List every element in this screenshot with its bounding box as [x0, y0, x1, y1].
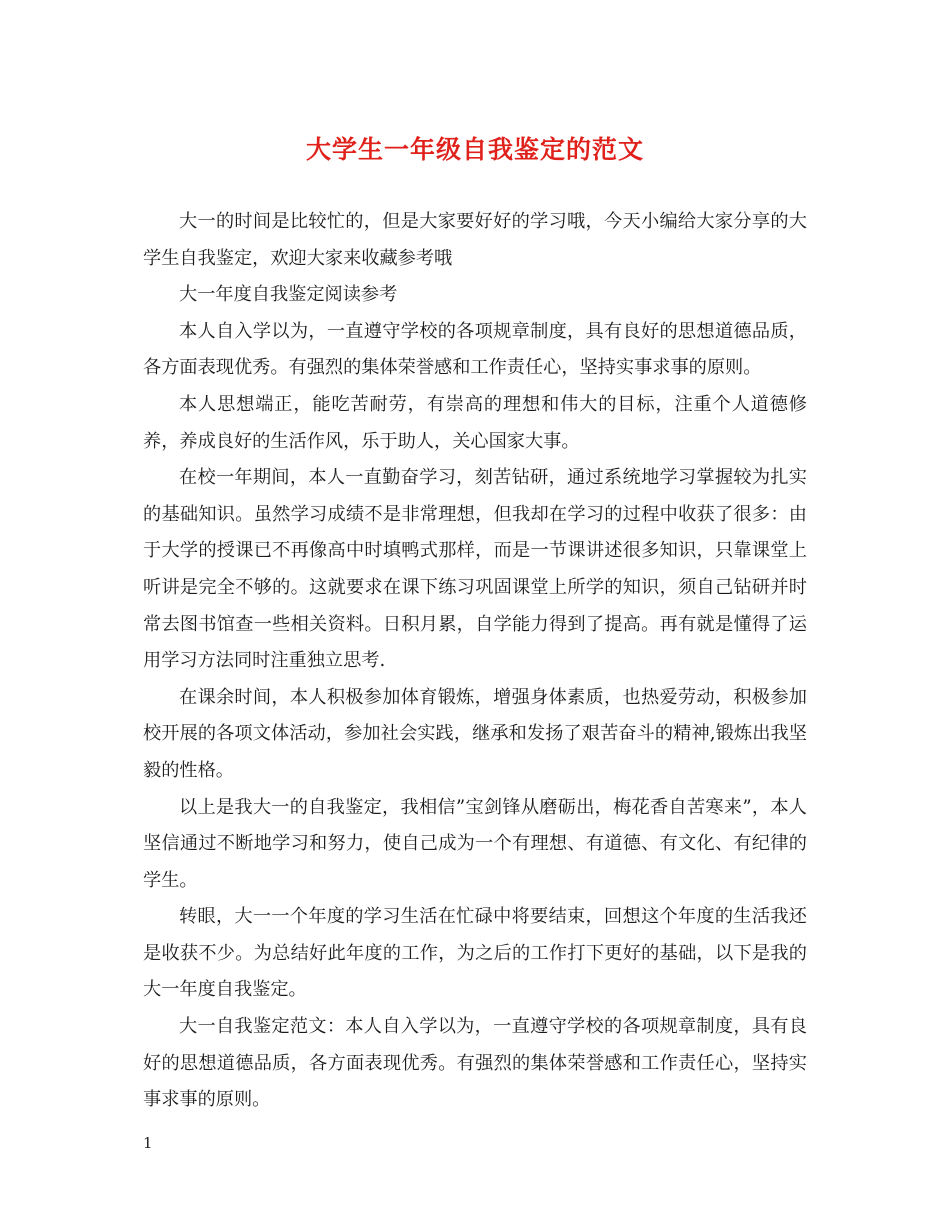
paragraph-intro: 大一的时间是比较忙的，但是大家要好好的学习哦，今天小编给大家分享的大学生自我鉴定，欢迎大家来收藏参考哦 [143, 211, 807, 269]
paragraph-year-summary: 转眼，大一一个年度的学习生活在忙碌中将要结束，回想这个年度的生活我还是收获不少。为总结好此年度的工作，为之后的工作打下更好的基础，以下是我的大一年度自我鉴定。 [143, 906, 807, 1001]
paragraph-study: 在校一年期间，本人一直勤奋学习，刻苦钻研，通过系统地学习掌握较为扎实的基础知识。虽然学习成绩不是非常理想，但我却在学习的过程中收获了很多：由于大学的授课已不再像高中时填鸭式那样，而是一节课讲述很多知识，只靠课堂上听讲是完全不够的。这就要求在课下练习巩固课堂上所学的知识，须自己钻研并时常去图书馆查一些相关资料。日积月累，自学能力得到了提高。再有就是懂得了运用学习方法同时注重独立思考. [143, 467, 807, 672]
document-body [143, 204, 807, 1119]
paragraph-conclusion: 以上是我大一的自我鉴定，我相信”宝剑锋从磨砺出，梅花香自苦寒来”，本人坚信通过不断地学习和努力，使自己成为一个有理想、有道德、有文化、有纪律的学生。 [143, 796, 807, 891]
document-title: 大学生一年级自我鉴定的范文 [305, 135, 644, 164]
paragraph-subheading: 大一年度自我鉴定阅读参考 [179, 284, 398, 306]
page-number: 1 [143, 1134, 153, 1152]
paragraph-activities: 在课余时间，本人积极参加体育锻炼，增强身体素质，也热爱劳动，积极参加校开展的各项文体活动，参加社会实践，继承和发扬了艰苦奋斗的精神,锻炼出我坚毅的性格。 [143, 686, 807, 781]
paragraph-ideology: 本人思想端正，能吃苦耐劳，有崇高的理想和伟大的目标，注重个人道德修养，养成良好的生活作风，乐于助人，关心国家大事。 [143, 393, 807, 452]
paragraph-rules: 本人自入学以为，一直遵守学校的各项规章制度，具有良好的思想道德品质，各方面表现优秀。有强烈的集体荣誉感和工作责任心，坚持实事求事的原则。 [143, 320, 807, 379]
paragraph-sample: 大一自我鉴定范文：本人自入学以为，一直遵守学校的各项规章制度，具有良好的思想道德品质，各方面表现优秀。有强烈的集体荣誉感和工作责任心，坚持实事求事的原则。 [143, 1016, 807, 1111]
